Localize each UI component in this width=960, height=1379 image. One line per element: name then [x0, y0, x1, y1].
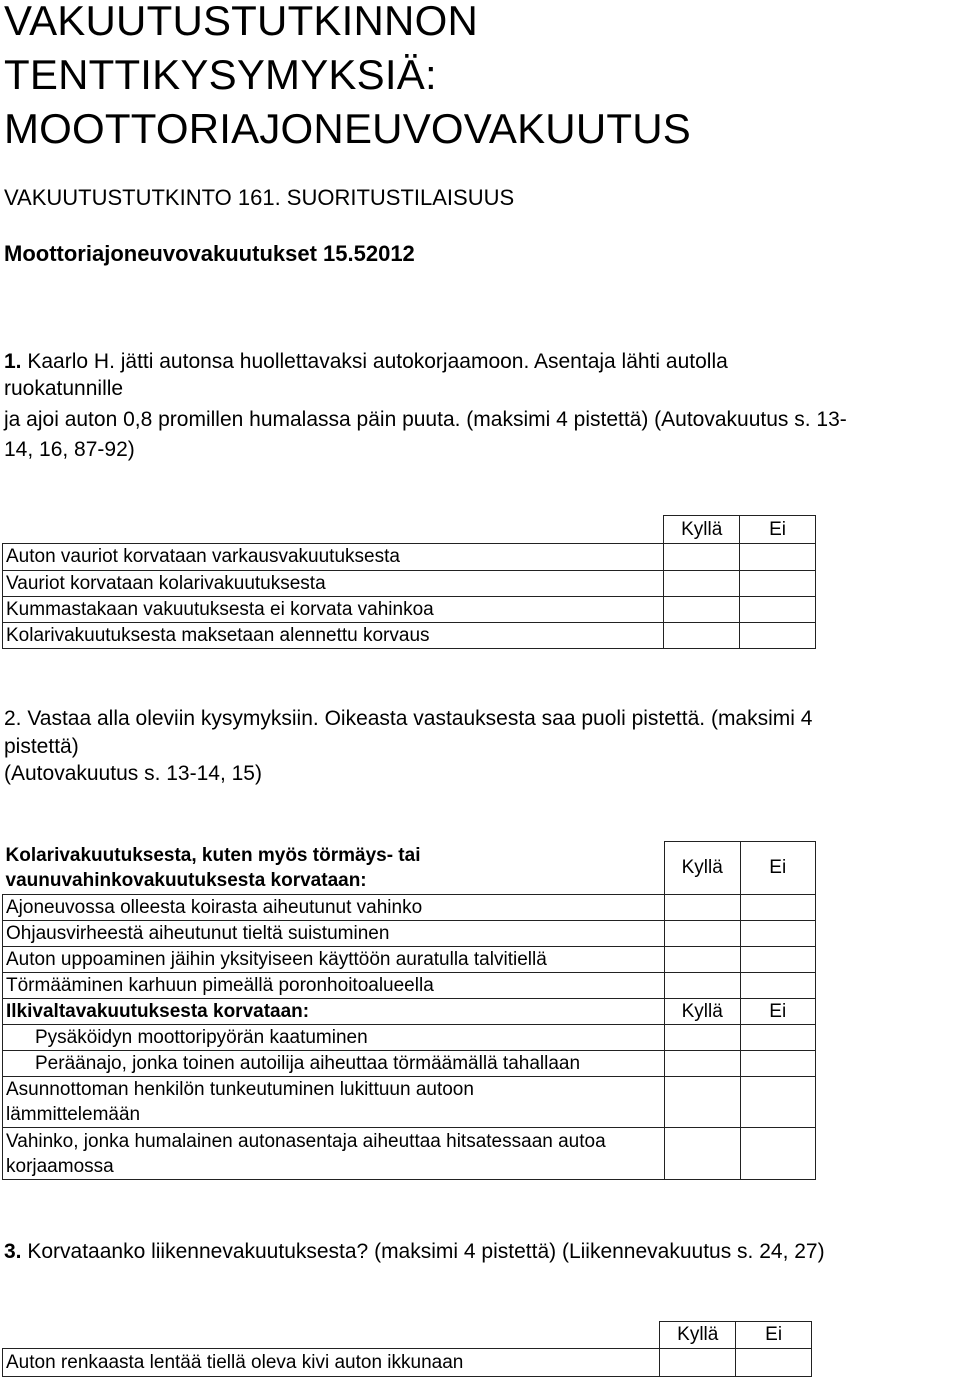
q1-text-line-2: ruokatunnille	[4, 377, 124, 400]
yes-column-header: Kyllä	[664, 516, 740, 544]
table-header-row	[3, 1322, 812, 1349]
statement-cell	[3, 1077, 665, 1128]
q2-answer-table	[2, 841, 816, 1180]
no-checkbox[interactable]	[740, 1051, 815, 1077]
table-header-row	[3, 999, 816, 1025]
statement-cell: Auton renkaasta lentää tiellä oleva kivi auton ikkunaan	[3, 1349, 660, 1377]
page-title-line-3: MOOTTORIAJONEUVOVAKUUTUS	[4, 105, 691, 152]
no-checkbox[interactable]	[740, 623, 816, 649]
statement-cell: Kummastakaan vakuutuksesta ei korvata vahinkoa	[3, 597, 664, 623]
no-checkbox[interactable]	[740, 921, 815, 947]
table-row	[3, 597, 816, 623]
page-title-line-2: TENTTIKYSYMYKSIÄ:	[4, 51, 437, 98]
table-row	[3, 1128, 816, 1180]
table-row	[3, 921, 816, 947]
no-checkbox[interactable]	[740, 1128, 815, 1180]
no-checkbox[interactable]	[740, 544, 816, 571]
table-row	[3, 1077, 816, 1128]
no-checkbox[interactable]	[740, 597, 816, 623]
no-column-header: Ei	[740, 516, 816, 544]
table-row	[3, 544, 816, 571]
yes-checkbox[interactable]	[664, 947, 740, 973]
statement-cell: Ohjausvirheestä aiheutunut tieltä suistuminen	[3, 921, 665, 947]
q1-text-line-3: ja ajoi auton 0,8 promillen humalassa päin puuta. (maksimi 4 pistettä) (Autovakuutus s. 13-	[4, 408, 847, 431]
yes-checkbox[interactable]	[664, 921, 740, 947]
table-cell	[3, 1322, 660, 1349]
table-row	[3, 973, 816, 999]
q1-answer-table	[2, 515, 816, 649]
table-row	[3, 947, 816, 973]
q2-text-line-3: (Autovakuutus s. 13-14, 15)	[4, 762, 262, 785]
page-title-line-1: VAKUUTUSTUTKINNON	[4, 0, 478, 44]
no-checkbox[interactable]	[740, 571, 816, 597]
statement-cell: Auton uppoaminen jäihin yksityiseen käyttöön auratulla talvitiellä	[3, 947, 665, 973]
q2-text-line-1: 2. Vastaa alla oleviin kysymyksiin. Oikeasta vastauksesta saa puoli pistettä. (maksimi 4	[4, 707, 813, 730]
table-row	[3, 1051, 816, 1077]
no-checkbox[interactable]	[736, 1349, 812, 1377]
no-checkbox[interactable]	[740, 1025, 815, 1051]
q3-text-line	[4, 1238, 825, 1265]
table-row	[3, 895, 816, 921]
table-row	[3, 1025, 816, 1051]
yes-checkbox[interactable]	[664, 571, 740, 597]
yes-column-header: Kyllä	[664, 842, 740, 895]
table-header-row	[3, 842, 816, 895]
yes-checkbox[interactable]	[664, 544, 740, 571]
yes-checkbox[interactable]	[664, 973, 740, 999]
statement-cell: Törmääminen karhuun pimeällä poronhoitoalueella	[3, 973, 665, 999]
yes-checkbox[interactable]	[664, 597, 740, 623]
ilkivalta-section-header: Ilkivaltavakuutuksesta korvataan:	[3, 999, 665, 1025]
statement-cell: Kolarivakuutuksesta maksetaan alennettu korvaus	[3, 623, 664, 649]
q1-text-line-4: 14, 16, 87-92)	[4, 438, 135, 461]
yes-column-header: Kyllä	[660, 1322, 736, 1349]
yes-checkbox[interactable]	[660, 1349, 736, 1377]
yes-checkbox[interactable]	[664, 1051, 740, 1077]
table-cell	[3, 516, 664, 544]
no-checkbox[interactable]	[740, 1077, 815, 1128]
statement-text: Asunnottoman henkilön tunkeutuminen lukittuun autoon lämmittelemään	[6, 1079, 474, 1125]
yes-checkbox[interactable]	[664, 1128, 740, 1180]
q3-text: Korvataanko liikennevakuutuksesta? (maksimi 4 pistettä) (Liikennevakuutus s. 24, 27)	[27, 1240, 825, 1263]
statement-cell: Ajoneuvossa olleesta koirasta aiheutunut vahinko	[3, 895, 665, 921]
q3-number: 3.	[4, 1240, 22, 1263]
yes-checkbox[interactable]	[664, 1025, 740, 1051]
no-column-header: Ei	[740, 999, 815, 1025]
statement-text: Vahinko, jonka humalainen autonasentaja aiheuttaa hitsatessaan autoa korjaamossa	[6, 1130, 606, 1177]
statement-cell: Vauriot korvataan kolarivakuutuksesta	[3, 571, 664, 597]
statement-cell: Pysäköidyn moottoripyörän kaatuminen	[3, 1025, 665, 1051]
yes-checkbox[interactable]	[664, 895, 740, 921]
table-row	[3, 1349, 812, 1377]
statement-cell: Auton vauriot korvataan varkausvakuutuksesta	[3, 544, 664, 571]
no-checkbox[interactable]	[740, 947, 815, 973]
statement-cell	[3, 1128, 665, 1180]
q1-text-line-1	[4, 348, 728, 375]
no-checkbox[interactable]	[740, 973, 815, 999]
q3-answer-table	[2, 1321, 812, 1377]
no-column-header: Ei	[736, 1322, 812, 1349]
no-checkbox[interactable]	[740, 895, 815, 921]
exam-subtitle: VAKUUTUSTUTKINTO 161. SUORITUSTILAISUUS	[4, 185, 515, 210]
table-row	[3, 623, 816, 649]
yes-checkbox[interactable]	[664, 623, 740, 649]
table-header-row	[3, 516, 816, 544]
q1-text: Kaarlo H. jätti autonsa huollettavaksi autokorjaamoon. Asentaja lähti autolla	[27, 350, 728, 373]
q2-text-line-2: pistettä)	[4, 735, 79, 758]
q1-number: 1.	[4, 350, 22, 373]
statement-cell: Peräänajo, jonka toinen autoilija aiheuttaa törmäämällä tahallaan	[3, 1051, 665, 1077]
table-row	[3, 571, 816, 597]
no-column-header: Ei	[740, 842, 815, 895]
kolari-section-header: Kolarivakuutuksesta, kuten myös törmäys- tai vaunuvahinkovakuutuksesta korvataan:	[3, 842, 665, 895]
yes-checkbox[interactable]	[664, 1077, 740, 1128]
exam-date-line: Moottoriajoneuvovakuutukset 15.52012	[4, 241, 415, 266]
yes-column-header: Kyllä	[664, 999, 740, 1025]
